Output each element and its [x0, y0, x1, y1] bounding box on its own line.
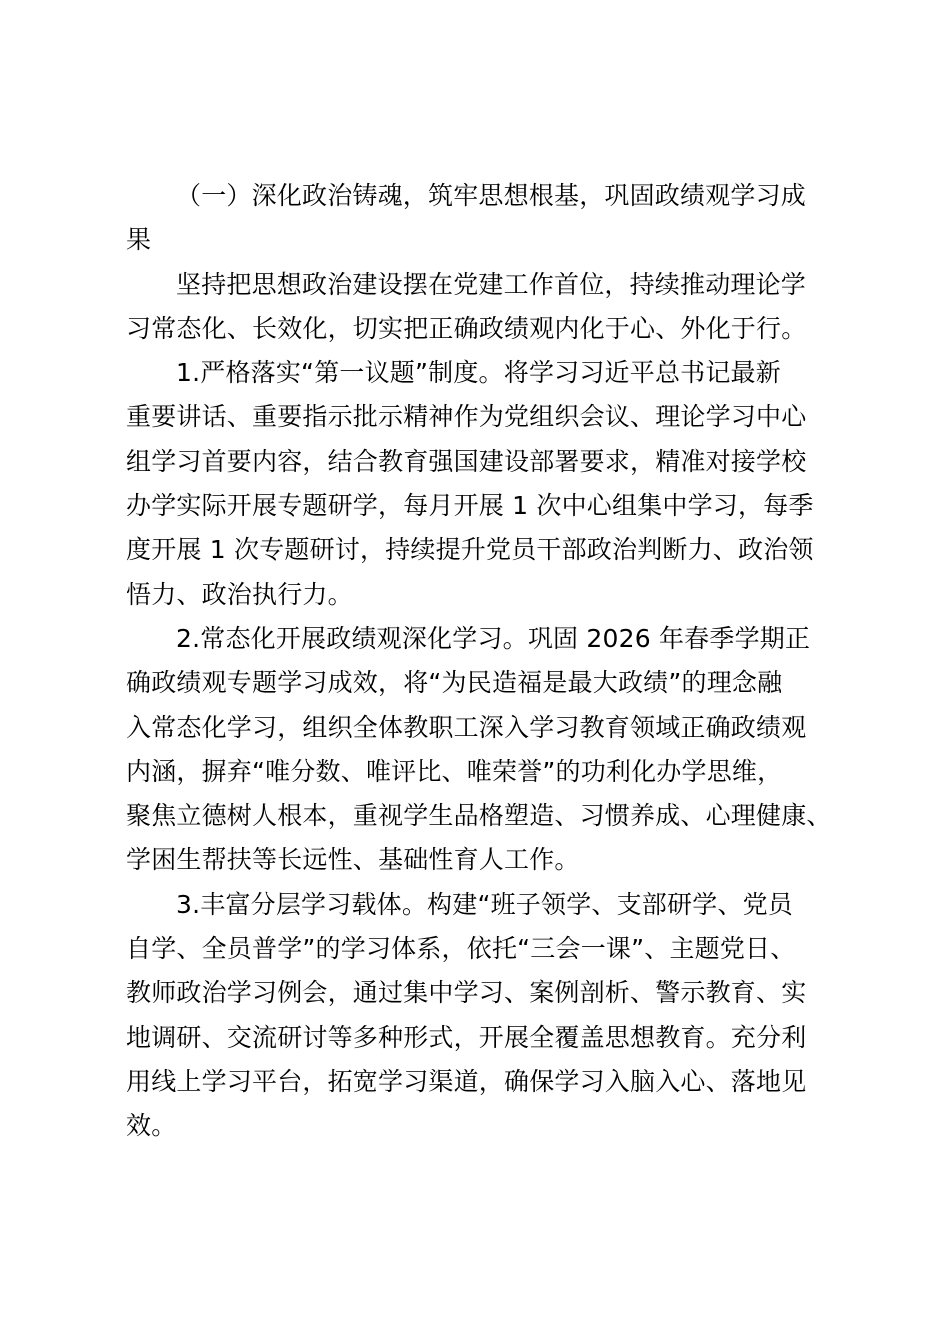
- text-line: 组学习首要内容，结合教育强国建设部署要求，精准对接学校: [126, 446, 807, 476]
- text-line: 果: [126, 225, 152, 255]
- item-3-paragraph: [126, 883, 844, 1149]
- text-line: 效。: [126, 1111, 177, 1141]
- text-line: 地调研、交流研讨等多种形式，开展全覆盖思想教育。充分利: [126, 1022, 807, 1052]
- text-line: 1.严格落实“第一议题”制度。将学习习近平总书记最新: [176, 358, 781, 388]
- text-line: 内涵，摒弃“唯分数、唯评比、唯荣誉”的功利化办学思维，: [126, 756, 783, 786]
- text-line: 重要讲话、重要指示批示精神作为党组织会议、理论学习中心: [126, 402, 807, 432]
- text-line: （一）深化政治铸魂，筑牢思想根基，巩固政绩观学习成: [176, 181, 807, 210]
- text-line: 教师政治学习例会，通过集中学习、案例剖析、警示教育、实: [126, 978, 807, 1008]
- text-line: 入常态化学习，组织全体教职工深入学习教育领域正确政绩观: [126, 712, 807, 742]
- text-line: 办学实际开展专题研学，每月开展 1 次中心组集中学习，每季: [126, 491, 814, 521]
- text-line: 度开展 1 次专题研讨，持续提升党员干部政治判断力、政治领: [126, 535, 814, 565]
- intro-paragraph: [126, 263, 844, 352]
- document-body: [126, 174, 844, 1149]
- text-line: 用线上学习平台，拓宽学习渠道，确保学习入脑入心、落地见: [126, 1066, 807, 1096]
- text-line: 悟力、政治执行力。: [126, 579, 353, 609]
- item-2-paragraph: [126, 617, 844, 883]
- text-line: 2.常态化开展政绩观深化学习。巩固 2026 年春季学期正: [176, 623, 811, 653]
- section-heading: [126, 174, 844, 263]
- text-line: 学困生帮扶等长远性、基础性育人工作。: [126, 845, 580, 875]
- text-line: 习常态化、长效化，切实把正确政绩观内化于心、外化于行。: [126, 313, 807, 343]
- text-line: 自学、全员普学”的学习体系，依托“三会一课”、主题党日、: [126, 934, 796, 964]
- text-line: 聚焦立德树人根本，重视学生品格塑造、习惯养成、心理健康、: [126, 801, 832, 831]
- text-line: 确政绩观专题学习成效，将“为民造福是最大政绩”的理念融: [126, 668, 783, 698]
- item-1-paragraph: [126, 351, 844, 617]
- text-line: 坚持把思想政治建设摆在党建工作首位，持续推动理论学: [176, 269, 807, 299]
- text-line: 3.丰富分层学习载体。构建“班子领学、支部研学、党员: [176, 889, 794, 919]
